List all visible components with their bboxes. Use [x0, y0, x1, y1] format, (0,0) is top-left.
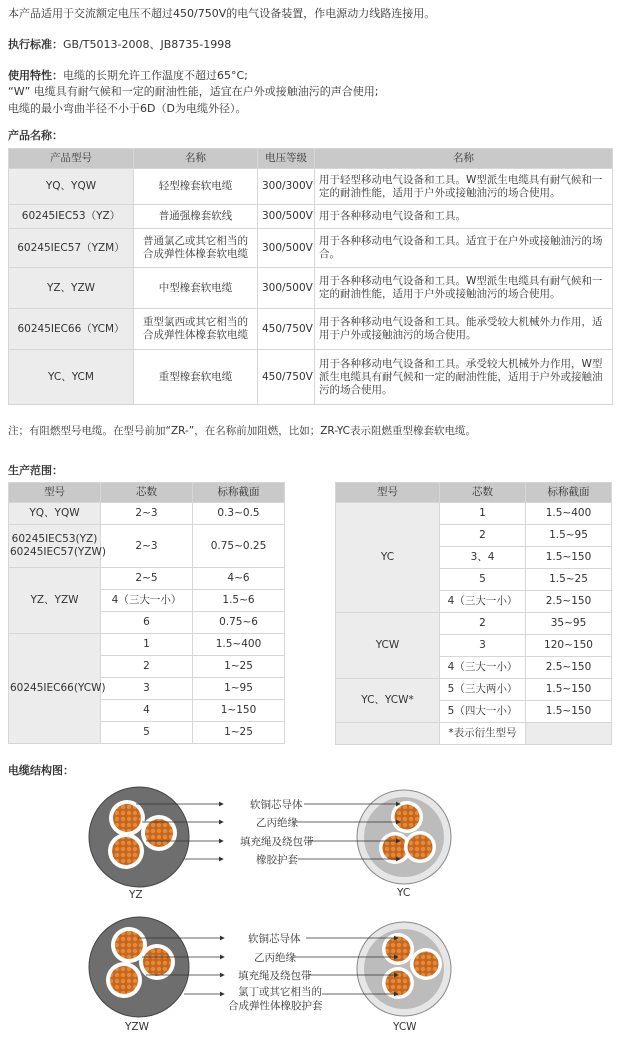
cable-name-yzw: YZW [125, 1021, 149, 1033]
table-header-row [336, 483, 612, 503]
table-row [9, 568, 285, 590]
cable-name-yz: YZ [129, 889, 143, 901]
cores-cell: 5 [101, 722, 193, 744]
range-table-right [335, 482, 612, 745]
name-cell: 普通强橡套软线 [134, 205, 258, 229]
section-cell: 2.5~150 [526, 591, 612, 613]
section-cell: 0.75~6 [193, 612, 285, 634]
voltage-cell: 300/500V [258, 268, 315, 309]
section-cell: 35~95 [526, 613, 612, 635]
header-name: 名称 [134, 149, 258, 169]
cores-cell: 5 [440, 569, 526, 591]
model-line: 60245IEC57(YZW) [10, 546, 107, 558]
model-cell: YC、YCW* [336, 679, 440, 723]
voltage-cell: 450/750V [258, 350, 315, 405]
cores-cell: 2~3 [101, 503, 193, 525]
model-cell: 60245IEC66(YCW) [9, 634, 101, 744]
label-sheath: 橡胶护套 [256, 854, 298, 866]
cores-cell: 2 [101, 656, 193, 678]
header-cores: 芯数 [101, 483, 193, 503]
section-cell: 1.5~400 [526, 503, 612, 525]
cores-cell: 1 [101, 634, 193, 656]
flame-retardant-note: 注；有阻燃型号电缆。在型号前加“ZR-”，在名称前加阻燃，比如；ZR-YC表示阻燃重型橡套软电缆。 [8, 425, 477, 437]
table-header-row [9, 483, 285, 503]
product-names-heading: 产品名称： [8, 129, 63, 142]
feature-label: 使用特性： [8, 69, 63, 82]
table-header-row [9, 149, 613, 169]
feature-line-3: 电缆的最小弯曲半径不小于6D（D为电缆外径）。 [8, 102, 247, 115]
cores-cell: 2~3 [101, 525, 193, 568]
cable-name-yc: YC [397, 887, 411, 899]
name-cell: 重型橡套软电缆 [134, 350, 258, 405]
header-desc: 名称 [315, 149, 613, 169]
cores-cell: 3、4 [440, 547, 526, 569]
cable-ycw-cross-section [357, 922, 451, 1016]
table-row [9, 634, 285, 656]
section-cell: 1.5~150 [526, 679, 612, 701]
desc-cell: 用于各种移动电气设备和工具。适宜于在户外或接触油污的场合。 [315, 229, 613, 268]
section-cell: 4~6 [193, 568, 285, 590]
desc-cell: 用于各种移动电气设备和工具。 [315, 205, 613, 229]
model-cell: 60245IEC53（YZ） [9, 205, 134, 229]
cores-cell: 1 [440, 503, 526, 525]
model-cell: YC [336, 503, 440, 613]
model-cell: YZ、YZW [9, 568, 101, 634]
cores-cell: 6 [101, 612, 193, 634]
header-cores: 芯数 [440, 483, 526, 503]
label-insulation: 乙丙绝缘 [254, 952, 296, 964]
label-conductor: 软铜芯导体 [248, 933, 301, 945]
voltage-cell: 300/300V [258, 169, 315, 205]
name-cell: 重型氯西或其它相当的合成弹性体橡套软电缆 [134, 309, 258, 350]
header-model: 型号 [9, 483, 101, 503]
desc-cell: 用于轻型移动电气设备和工具。W型派生电缆具有耐气候和一定的耐油性能，适用于户外或接触油污的场合使用。 [315, 169, 613, 205]
model-line: 60245IEC53(YZ) [11, 533, 98, 545]
section-cell: 2.5~150 [526, 657, 612, 679]
cores-cell: 4（三大一小） [101, 590, 193, 612]
model-cell: 60245IEC66（YCM） [9, 309, 134, 350]
table-row [9, 503, 285, 525]
cores-cell: 5（四大一小） [440, 701, 526, 723]
cores-cell: 4（三大一小） [440, 657, 526, 679]
feature-text-1: 电缆的长期允许工作温度不超过65°C; [63, 69, 248, 82]
model-cell [9, 525, 107, 568]
section-cell: 1.5~6 [193, 590, 285, 612]
section-cell: 1.5~150 [526, 547, 612, 569]
label-filler: 填充绳及绕包带 [240, 836, 314, 848]
empty-cell [526, 723, 612, 745]
label-sheath-line-2: 合成弹性体橡胶护套 [228, 1000, 323, 1012]
desc-cell: 用于各种移动电气设备和工具。承受较大机械外力作用，W型派生电缆具有耐气候和一定的耐油性能，适用于户外或接触油污的场合使用。 [315, 350, 613, 405]
label-insulation: 乙丙绝缘 [256, 817, 298, 829]
model-cell: YCW [336, 613, 440, 679]
name-cell: 轻型橡套软电缆 [134, 169, 258, 205]
section-cell: 1~25 [193, 722, 285, 744]
model-cell: YZ、YZW [9, 268, 134, 309]
table-row [9, 350, 613, 405]
section-cell: 1~25 [193, 656, 285, 678]
feature-line-2: “W” 电缆具有耐气候和一定的耐油性能，适宜在户外或接触油污的声合使用; [8, 85, 379, 98]
desc-cell: 用于各种移动电气设备和工具。能承受较大机械外力作用，适用于户外或接触油污的场合使用。 [315, 309, 613, 350]
cores-cell: 3 [101, 678, 193, 700]
cores-cell: 2~5 [101, 568, 193, 590]
cores-cell: 2 [440, 525, 526, 547]
model-cell: YQ、YQW [9, 169, 134, 205]
header-model: 产品型号 [9, 149, 134, 169]
cores-cell: 2 [440, 613, 526, 635]
header-model: 型号 [336, 483, 440, 503]
desc-cell: 用于各种移动电气设备和工具。W型派生电缆具有耐气候和一定的耐油性能，适用于户外或接触油污的场合使用。 [315, 268, 613, 309]
cable-name-ycw: YCW [393, 1021, 417, 1033]
voltage-cell: 300/500V [258, 205, 315, 229]
header-section: 标称截面 [526, 483, 612, 503]
label-sheath-line-1: 氯丁或其它相当的 [238, 986, 322, 998]
table-row [9, 169, 613, 205]
section-cell: 0.75~0.25 [193, 525, 285, 568]
table-row [336, 679, 612, 701]
table-row [9, 525, 285, 568]
standard-value: GB/T5013-2008、JB8735-1998 [63, 38, 232, 51]
cores-cell: 4 [101, 700, 193, 722]
table-row [9, 268, 613, 309]
label-conductor: 软铜芯导体 [250, 799, 303, 811]
empty-cell [336, 723, 440, 745]
section-cell: 1.5~400 [193, 634, 285, 656]
name-cell: 中型橡套软电缆 [134, 268, 258, 309]
label-filler: 填充绳及绕包带 [238, 970, 312, 982]
section-cell: 1~95 [193, 678, 285, 700]
header-section: 标称截面 [193, 483, 285, 503]
section-cell: 1.5~25 [526, 569, 612, 591]
model-cell: 60245IEC57（YZM） [9, 229, 134, 268]
voltage-cell: 450/750V [258, 309, 315, 350]
table-row [9, 309, 613, 350]
table-row [9, 205, 613, 229]
footnote-cell: *表示衍生型号 [440, 723, 526, 745]
feature-line-1 [8, 69, 248, 83]
cable-yz-cross-section [89, 787, 189, 887]
range-table-left [8, 482, 285, 744]
voltage-cell: 300/500V [258, 229, 315, 268]
section-cell: 1.5~95 [526, 525, 612, 547]
section-cell: 120~150 [526, 635, 612, 657]
structure-heading: 电缆结构图： [8, 764, 74, 777]
header-voltage: 电压等级 [258, 149, 315, 169]
standard-label: 执行标准： [8, 38, 63, 51]
table-row [336, 723, 612, 745]
table-row [336, 503, 612, 525]
section-cell: 1~150 [193, 700, 285, 722]
model-cell: YC、YCM [9, 350, 134, 405]
cable-yzw-cross-section [89, 917, 189, 1017]
intro-line: 本产品适用于交流额定电压不超过450/750V的电气设备装置，作电源动力线路连接用。 [8, 7, 436, 20]
name-cell: 普通氯乙或其它相当的合成弹性体橡套软电缆 [134, 229, 258, 268]
table-row [336, 613, 612, 635]
cores-cell: 4（三大一小） [440, 591, 526, 613]
cores-cell: 3 [440, 635, 526, 657]
standard-line [8, 38, 231, 52]
production-range-heading: 生产范围： [8, 464, 63, 477]
table-row [9, 229, 613, 268]
cores-cell: 5（三大两小） [440, 679, 526, 701]
product-names-table [8, 148, 613, 405]
section-cell: 0.3~0.5 [193, 503, 285, 525]
section-cell: 1.5~150 [526, 701, 612, 723]
model-cell: YQ、YQW [9, 503, 101, 525]
